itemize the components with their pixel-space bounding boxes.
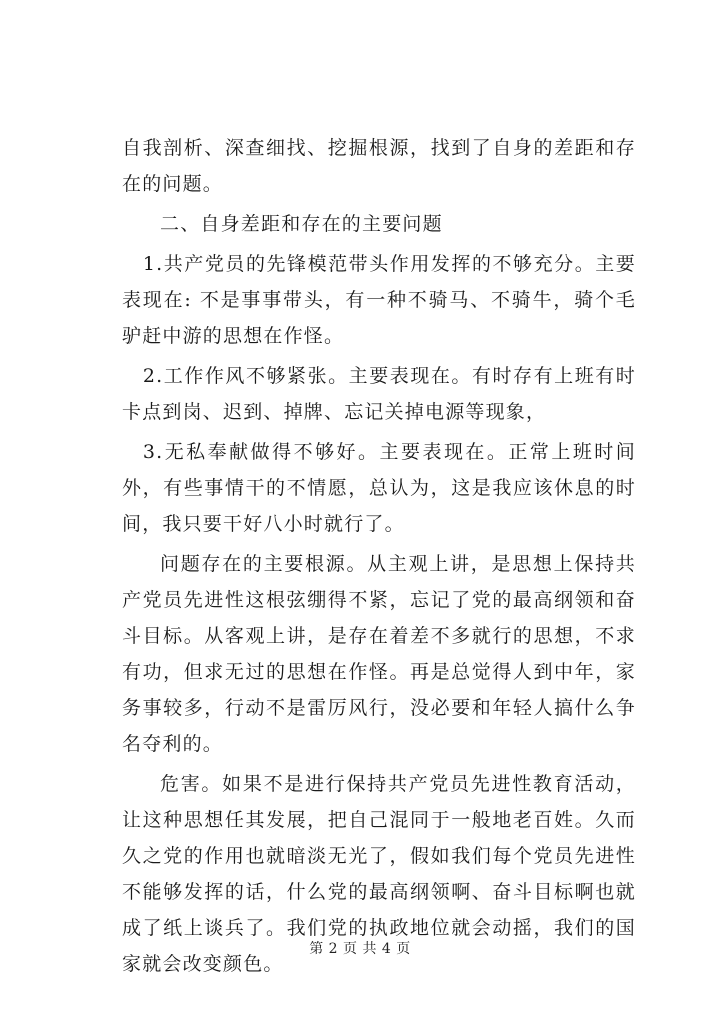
paragraph-problem-3: 3.无私奉献做得不够好。主要表现在。正常上班时间外，有些事情干的不情愿，总认为，这是我应该休息的时间，我只要干好八小时就行了。 [122, 441, 636, 535]
section-heading: 二、自身差距和存在的主要问题 [160, 213, 443, 235]
document-body [122, 130, 636, 982]
paragraph-harm: 危害。如果不是进行保持共产党员先进性教育活动，让这种思想任其发展，把自己混同于一般地老百姓。久而久之党的作用也就暗淡无光了，假如我们每个党员先进性不能够发挥的话，什么党的最高纲领啊、奋斗目标啊也就成了纸上谈兵了。我们党的执政地位就会动摇，我们的国家就会改变颜色。 [122, 773, 636, 975]
paragraph-problem-2: 2.工作作风不够紧张。主要表现在。有时存有上班有时卡点到岗、迟到、掉牌、忘记关掉电源等现象， [122, 365, 636, 423]
paragraph-intro: 自我剖析、深查细找、挖掘根源，找到了自身的差距和存在的问题。 [122, 137, 636, 195]
paragraph-root-cause: 问题存在的主要根源。从主观上讲，是思想上保持共产党员先进性这根弦绷得不紧，忘记了党的最高纲领和奋斗目标。从客观上讲，是存在着差不多就行的思想，不求有功，但求无过的思想在作怪。再是总觉得人到中年，家务事较多，行动不是雷厉风行，没必要和年轻人搞什么争名夺利的。 [122, 553, 636, 755]
paragraph-problem-1: 1.共产党员的先锋模范带头作用发挥的不够充分。主要表现在: 不是事事带头，有一种不骑马、不骑牛，骑个毛驴赶中游的思想在作怪。 [122, 253, 636, 347]
page-number-footer: 第 2 页 共 4 页 [309, 941, 411, 957]
